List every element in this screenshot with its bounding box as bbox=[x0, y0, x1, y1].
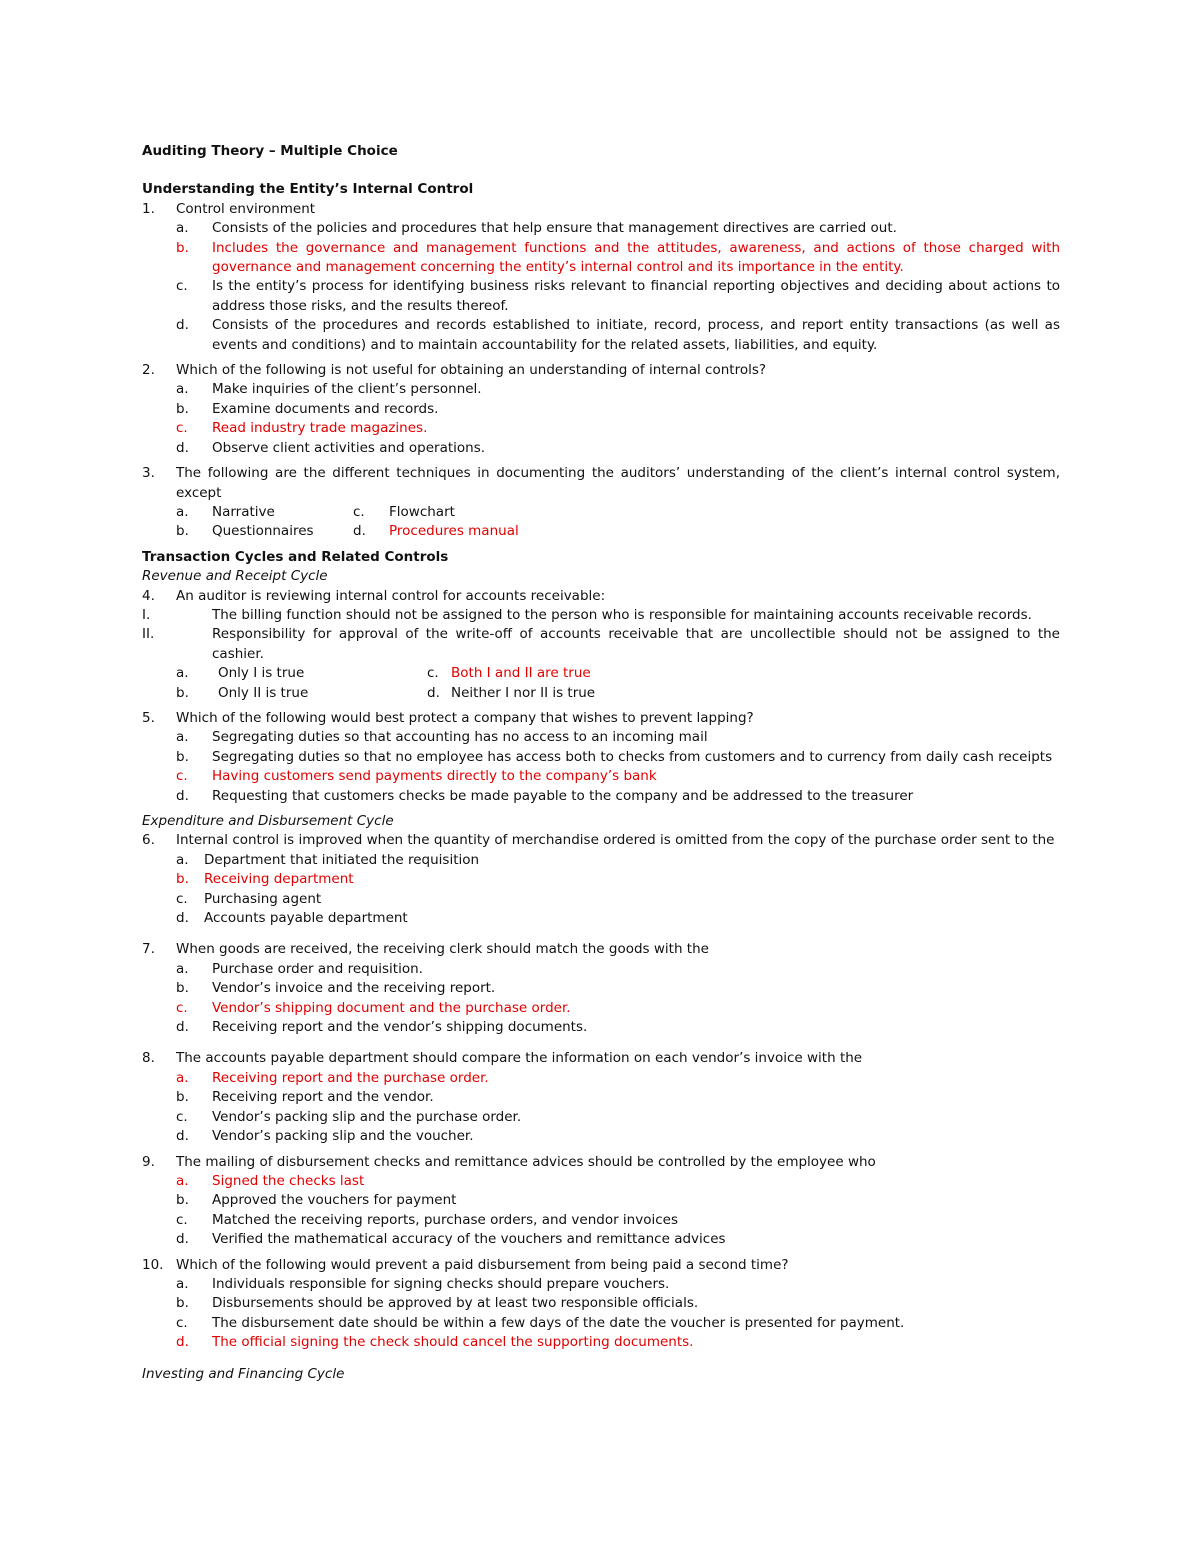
option-text: Is the entity’s process for identifying business risks relevant to financial reporting objectives and deciding about actions to address those risks, and the results thereof. bbox=[212, 278, 1060, 314]
question-number: 3. bbox=[142, 465, 155, 482]
option-text: Vendor’s packing slip and the voucher. bbox=[212, 1128, 474, 1145]
option-text: Approved the vouchers for payment bbox=[212, 1192, 457, 1209]
option-c-answer bbox=[176, 767, 1060, 786]
option-label: d. bbox=[427, 684, 440, 701]
option-label: c. bbox=[176, 999, 188, 1016]
option-label: d. bbox=[176, 1019, 189, 1036]
question-8 bbox=[142, 1049, 1060, 1068]
question-text: The mailing of disbursement checks and remittance advices should be controlled by the employee who bbox=[176, 1153, 876, 1170]
question-number: 4. bbox=[142, 587, 155, 604]
option-b-answer bbox=[176, 239, 1060, 278]
question-9-options bbox=[176, 1172, 1060, 1250]
option-label: b. bbox=[176, 684, 189, 701]
question-text: Which of the following would prevent a paid disbursement from being paid a second time? bbox=[176, 1256, 789, 1273]
option-text: Having customers send payments directly to the company’s bank bbox=[212, 768, 657, 785]
question-number: 10. bbox=[142, 1256, 164, 1273]
option-c-answer bbox=[176, 419, 1060, 438]
question-4-options bbox=[176, 664, 1060, 703]
question-7 bbox=[142, 940, 1060, 959]
question-number: 9. bbox=[142, 1153, 155, 1170]
option-label: c. bbox=[427, 665, 439, 682]
question-9 bbox=[142, 1153, 1060, 1172]
option-a bbox=[176, 1275, 1060, 1294]
option-text: Vendor’s packing slip and the purchase order. bbox=[212, 1108, 522, 1125]
option-label: d. bbox=[176, 1128, 189, 1145]
option-label: a. bbox=[176, 381, 189, 398]
option-b bbox=[176, 1191, 1060, 1210]
statement-text: The billing function should not be assigned to the person who is responsible for maintaining accounts receivable records. bbox=[212, 606, 1032, 623]
option-label: b. bbox=[176, 400, 189, 417]
option-b bbox=[176, 400, 1060, 419]
option-c bbox=[176, 890, 1060, 909]
question-6-options bbox=[176, 851, 1060, 929]
option-label: d. bbox=[176, 1334, 189, 1351]
question-7-options bbox=[176, 960, 1060, 1038]
option-label: a. bbox=[176, 960, 189, 977]
statement-ii bbox=[142, 625, 1060, 664]
option-label: a. bbox=[176, 729, 189, 746]
option-a-text: Narrative bbox=[212, 503, 275, 520]
option-d bbox=[176, 316, 1060, 355]
option-label: a. bbox=[176, 665, 189, 682]
question-10 bbox=[142, 1256, 1060, 1275]
option-d-text: Neither I nor II is true bbox=[451, 684, 596, 701]
option-a-answer bbox=[176, 1172, 1060, 1191]
option-label: b. bbox=[176, 980, 189, 997]
subsection-revenue-cycle: Revenue and Receipt Cycle bbox=[142, 568, 328, 585]
option-text: Includes the governance and management functions and the attitudes, awareness, and actions of those charged with governance and management concerning the entity’s internal control and its importance in the entity. bbox=[212, 239, 1060, 276]
option-label: d. bbox=[176, 439, 189, 456]
option-label: d. bbox=[176, 787, 189, 804]
option-label: c. bbox=[176, 1211, 188, 1228]
question-6 bbox=[142, 831, 1060, 850]
option-label: c. bbox=[353, 503, 365, 520]
option-text: Vendor’s invoice and the receiving report. bbox=[212, 980, 496, 997]
option-label: b. bbox=[176, 871, 189, 888]
option-d bbox=[176, 909, 1060, 928]
option-c-text: Flowchart bbox=[389, 503, 455, 520]
question-number: 6. bbox=[142, 832, 155, 849]
option-label: d. bbox=[176, 910, 189, 927]
question-3-options bbox=[176, 503, 1060, 542]
option-d bbox=[176, 1127, 1060, 1146]
option-text: Examine documents and records. bbox=[212, 400, 439, 417]
question-text: Which of the following is not useful for obtaining an understanding of internal controls? bbox=[176, 362, 767, 379]
question-5 bbox=[142, 709, 1060, 728]
question-10-options bbox=[176, 1275, 1060, 1353]
option-label: c. bbox=[176, 768, 188, 785]
option-text: The official signing the check should cancel the supporting documents. bbox=[212, 1334, 694, 1351]
question-2 bbox=[142, 361, 1060, 380]
option-text: Individuals responsible for signing checks should prepare vouchers. bbox=[212, 1275, 670, 1292]
option-a bbox=[176, 851, 1060, 870]
question-number: 2. bbox=[142, 362, 155, 379]
option-text: Receiving report and the vendor’s shipping documents. bbox=[212, 1019, 588, 1036]
option-label: a. bbox=[176, 1172, 189, 1189]
option-label: a. bbox=[176, 1275, 189, 1292]
option-label: b. bbox=[176, 523, 189, 540]
option-b bbox=[176, 748, 1060, 767]
statement-i bbox=[142, 606, 1060, 625]
option-b bbox=[176, 1294, 1060, 1313]
option-a-answer bbox=[176, 1069, 1060, 1088]
option-text: The disbursement date should be within a few days of the date the voucher is presented for payment. bbox=[212, 1314, 905, 1331]
option-b-answer bbox=[176, 870, 1060, 889]
option-text: Purchase order and requisition. bbox=[212, 960, 423, 977]
option-label: c. bbox=[176, 420, 188, 437]
option-text: Disbursements should be approved by at least two responsible officials. bbox=[212, 1295, 699, 1312]
question-1-options bbox=[176, 219, 1060, 355]
option-text: Department that initiated the requisition bbox=[204, 851, 480, 868]
option-text: Requesting that customers checks be made payable to the company and be addressed to the treasurer bbox=[212, 787, 914, 804]
option-text: Read industry trade magazines. bbox=[212, 420, 428, 437]
option-text: Make inquiries of the client’s personnel. bbox=[212, 381, 482, 398]
option-text: Verified the mathematical accuracy of the vouchers and remittance advices bbox=[212, 1231, 726, 1248]
option-d bbox=[176, 1018, 1060, 1037]
option-d-answer bbox=[176, 1333, 1060, 1352]
option-text: Consists of the policies and procedures that help ensure that management directives are carried out. bbox=[212, 220, 897, 237]
option-text: Signed the checks last bbox=[212, 1172, 365, 1189]
document-page bbox=[142, 142, 1060, 1384]
question-text: When goods are received, the receiving clerk should match the goods with the bbox=[176, 941, 709, 958]
subsection-investing-cycle: Investing and Financing Cycle bbox=[142, 1365, 345, 1382]
option-b bbox=[176, 1088, 1060, 1107]
option-text: Receiving report and the vendor. bbox=[212, 1089, 434, 1106]
option-text: Vendor’s shipping document and the purchase order. bbox=[212, 999, 571, 1016]
statement-number: I. bbox=[142, 606, 151, 623]
option-c bbox=[176, 1314, 1060, 1333]
option-c bbox=[176, 277, 1060, 316]
question-number: 7. bbox=[142, 941, 155, 958]
option-a-text: Only I is true bbox=[218, 665, 305, 682]
question-8-options bbox=[176, 1069, 1060, 1147]
option-label: a. bbox=[176, 851, 189, 868]
question-number: 8. bbox=[142, 1050, 155, 1067]
option-d bbox=[176, 1230, 1060, 1249]
statement-text: Responsibility for approval of the write-off of accounts receivable that are uncollectible should not be assigned to the cashier. bbox=[212, 626, 1060, 662]
option-c-answer: Both I and II are true bbox=[451, 665, 591, 682]
question-number: 1. bbox=[142, 200, 155, 217]
option-label: a. bbox=[176, 220, 189, 237]
statement-number: II. bbox=[142, 626, 155, 643]
option-label: c. bbox=[176, 1108, 188, 1125]
option-text: Receiving department bbox=[204, 871, 354, 888]
section-title-internal-control: Understanding the Entity’s Internal Control bbox=[142, 181, 474, 198]
option-a bbox=[176, 960, 1060, 979]
question-text: Internal control is improved when the quantity of merchandise ordered is omitted from the copy of the purchase order sent to the bbox=[176, 832, 1055, 849]
option-label: b. bbox=[176, 1295, 189, 1312]
option-b-text: Questionnaires bbox=[212, 523, 314, 540]
option-label: b. bbox=[176, 1089, 189, 1106]
option-label: a. bbox=[176, 1069, 189, 1086]
option-text: Accounts payable department bbox=[204, 910, 408, 927]
option-text: Segregating duties so that no employee has access both to checks from customers and to currency from daily cash receipts bbox=[212, 748, 1053, 765]
question-text: The following are the different techniques in documenting the auditors’ understanding of the client’s internal control system, except bbox=[176, 465, 1060, 501]
option-label: b. bbox=[176, 1192, 189, 1209]
option-text: Consists of the procedures and records established to initiate, record, process, and report entity transactions (as well as events and conditions) and to maintain accountability for the related assets, liabilities, and equity. bbox=[212, 317, 1060, 353]
option-a bbox=[176, 380, 1060, 399]
option-label: c. bbox=[176, 278, 188, 295]
question-text: The accounts payable department should compare the information on each vendor’s invoice with the bbox=[176, 1050, 863, 1067]
option-b bbox=[176, 979, 1060, 998]
question-number: 5. bbox=[142, 709, 155, 726]
option-d bbox=[176, 787, 1060, 806]
option-label: d. bbox=[353, 523, 366, 540]
option-label: c. bbox=[176, 890, 188, 907]
option-c bbox=[176, 1108, 1060, 1127]
option-text: Matched the receiving reports, purchase orders, and vendor invoices bbox=[212, 1211, 679, 1228]
option-text: Observe client activities and operations. bbox=[212, 439, 486, 456]
option-label: c. bbox=[176, 1314, 188, 1331]
question-2-options bbox=[176, 380, 1060, 458]
question-3 bbox=[142, 464, 1060, 503]
option-label: d. bbox=[176, 1231, 189, 1248]
option-label: b. bbox=[176, 239, 189, 256]
option-d bbox=[176, 439, 1060, 458]
option-text: Receiving report and the purchase order. bbox=[212, 1069, 489, 1086]
question-4 bbox=[142, 587, 1060, 606]
option-label: d. bbox=[176, 317, 189, 334]
section-title-transaction-cycles: Transaction Cycles and Related Controls bbox=[142, 548, 449, 565]
document-title: Auditing Theory – Multiple Choice bbox=[142, 143, 398, 159]
subsection-expenditure-cycle: Expenditure and Disbursement Cycle bbox=[142, 813, 394, 829]
option-d-answer: Procedures manual bbox=[389, 523, 519, 540]
question-1 bbox=[142, 200, 1060, 219]
question-text: An auditor is reviewing internal control for accounts receivable: bbox=[176, 587, 606, 604]
option-a bbox=[176, 219, 1060, 238]
question-text: Which of the following would best protect a company that wishes to prevent lapping? bbox=[176, 709, 754, 726]
question-5-options bbox=[176, 728, 1060, 806]
option-label: a. bbox=[176, 503, 189, 520]
question-text: Control environment bbox=[176, 200, 316, 217]
option-c-answer bbox=[176, 999, 1060, 1018]
option-text: Segregating duties so that accounting has no access to an incoming mail bbox=[212, 729, 708, 746]
option-a bbox=[176, 728, 1060, 747]
option-text: Purchasing agent bbox=[204, 890, 322, 907]
option-b-text: Only II is true bbox=[218, 684, 309, 701]
option-label: b. bbox=[176, 748, 189, 765]
option-c bbox=[176, 1211, 1060, 1230]
